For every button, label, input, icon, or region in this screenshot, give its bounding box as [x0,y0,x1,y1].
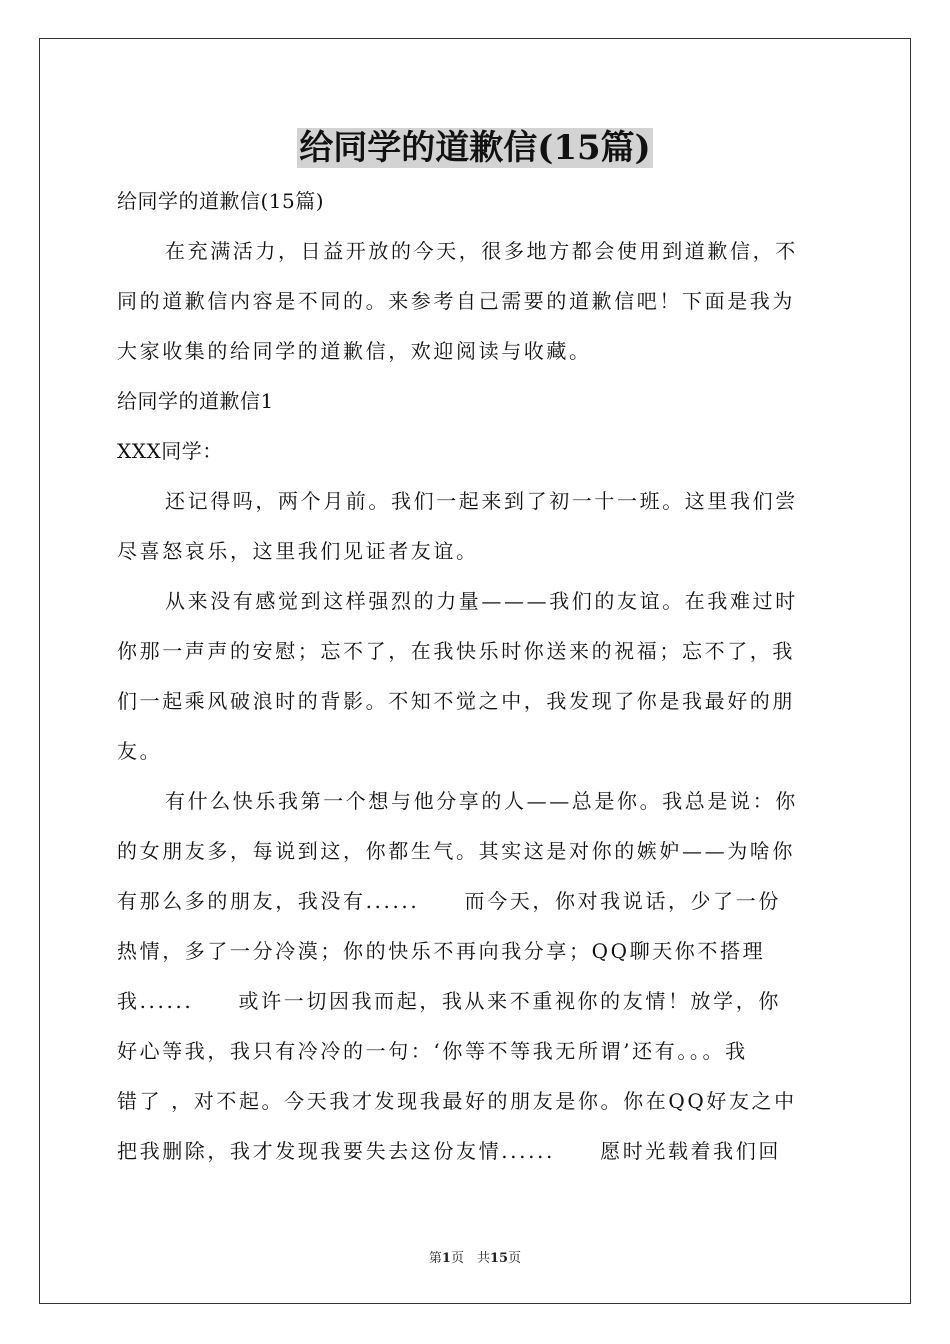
footer-prefix: 第 [428,1251,442,1266]
text-line: 有那么多的朋友，我没有...... 而今天，你对我说话，少了一份 [117,889,781,913]
text-line: 给同学的道歉信1 [117,389,274,413]
text-line: 在充满活力，日益开放的今天，很多地方都会使用到道歉信，不 [165,239,798,263]
text-line: XXX同学： [117,439,223,463]
text-line: 给同学的道歉信(15篇) [117,189,325,213]
text-line: 同的道歉信内容是不同的。来参考自己需要的道歉信吧！下面是我为 [117,289,795,313]
text-line: 好心等我，我只有冷冷的一句：‘你等不等我无所谓’还有。。。我 [117,1039,748,1063]
document-title: 给同学的道歉信(15篇) [299,128,651,168]
text-line: 你那一声声的安慰；忘不了，在我快乐时你送来的祝福；忘不了，我 [117,639,795,663]
text-line: 有什么快乐我第一个想与他分享的人——总是你。我总是说：你 [165,789,798,813]
text-line: 热情，多了一分冷漠；你的快乐不再向我分享；QQ聊天你不搭理 [117,939,766,963]
text-line: 还记得吗，两个月前。我们一起来到了初一十一班。这里我们尝 [165,489,798,513]
footer-middle: 页 共 [450,1251,490,1266]
text-line: 们一起乘风破浪时的背影。不知不觉之中，我发现了你是我最好的朋 [117,689,795,713]
current-page-number: 1 [441,1251,451,1266]
text-line: 大家收集的给同学的道歉信，欢迎阅读与收藏。 [117,339,592,363]
page-footer [0,1247,950,1266]
text-line: 从来没有感觉到这样强烈的力量———我们的友谊。在我难过时 [165,589,798,613]
title-container [0,128,950,168]
document-body [117,176,833,1176]
footer-suffix: 页 [508,1251,522,1266]
text-line: 友。 [117,739,163,763]
text-line: 我...... 或许一切因我而起，我从来不重视你的友情！放学，你 [117,989,781,1013]
text-line: 把我删除，我才发现我要失去这份友情...... 愿时光载着我们回 [117,1139,781,1163]
text-line: 的女朋友多，每说到这，你都生气。其实这是对你的嫉妒——为啥你 [117,839,795,863]
text-line: 尽喜怒哀乐，这里我们见证者友谊。 [117,539,479,563]
total-pages-number: 15 [489,1251,509,1266]
text-line: 错了 ，对不起。今天我才发现我最好的朋友是你。你在QQ好友之中 [117,1089,797,1113]
